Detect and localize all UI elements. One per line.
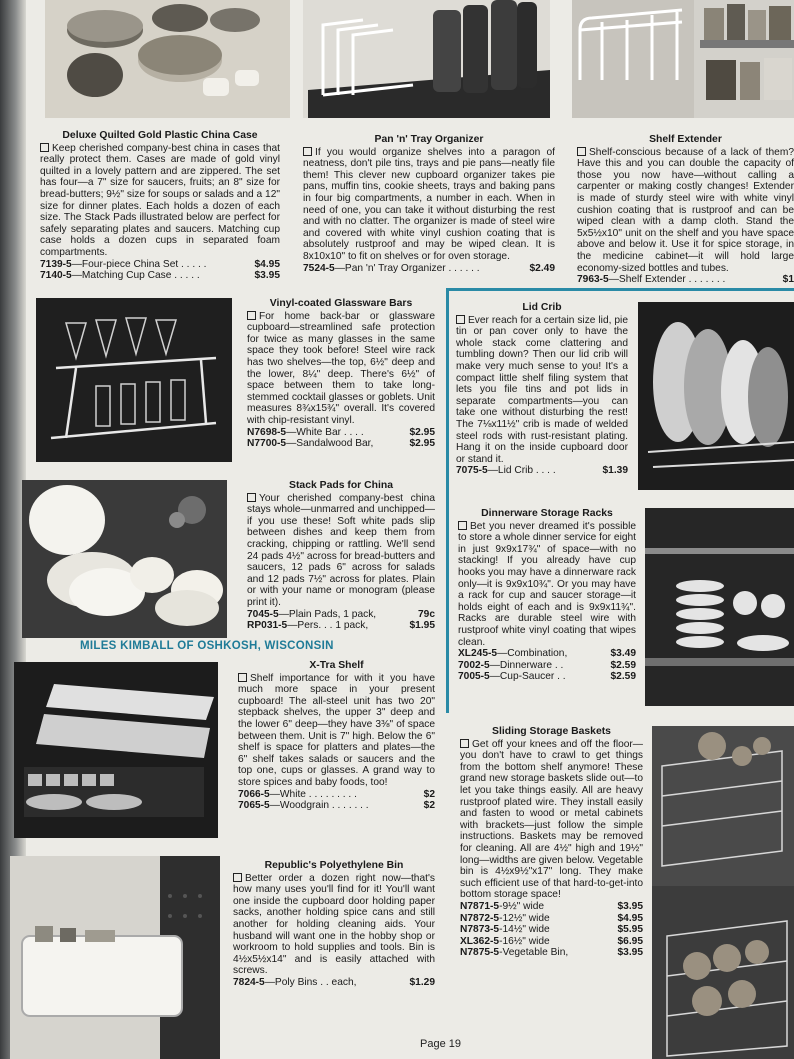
item-dinnerware-racks — [458, 508, 636, 683]
photo-xtra-shelf — [14, 662, 218, 838]
order-checkbox[interactable] — [460, 739, 469, 748]
order-checkbox[interactable] — [247, 493, 256, 502]
sku-row: N7875-5-Vegetable Bin, $3.95 — [460, 947, 643, 959]
page-number: Page 19 — [420, 1038, 461, 1050]
order-checkbox[interactable] — [238, 673, 247, 682]
sku-row: RP031-5—Pers. . . 1 pack, $1.95 — [247, 620, 435, 632]
sku-row: N7871-5-9½" wide $3.95 — [460, 900, 643, 912]
item-description: For home back-bar or glassware cupboard—streamlined safe protection for twice as many glasses in the same space they took before! Steel wire rack has two shelves—the top, 6½" deep and the lower, 8¼" deep. There's 6½" of space between them to take long-stemmed cocktail glasses or goblets. Unit measures 8¾x15¾" overall. It's covered with chip-resistant vinyl. — [247, 310, 435, 426]
company-banner: MILES KIMBALL OF OSHKOSH, WISCONSIN — [80, 640, 334, 652]
item-glassware-bars — [247, 298, 435, 450]
section-divider-horizontal — [446, 288, 794, 291]
photo-china-case — [45, 0, 290, 118]
china-case-illustration — [45, 0, 290, 118]
item-pan-tray — [303, 134, 555, 274]
item-lid-crib — [456, 302, 628, 477]
sliding-baskets-illustration — [652, 726, 794, 1059]
item-title: Sliding Storage Baskets — [492, 726, 611, 737]
dinnerware-racks-illustration — [645, 508, 794, 706]
photo-pan-tray — [303, 0, 550, 118]
item-description: Ever reach for a certain size lid, pie tin or pan cover only to have the whole stack come clattering and tumbling down? Then our lid crib will make very much sense to you! It's a compact little shelf filing system that lets you file tins and pot lids in separate compartments—you can take one without disturbing the rest! The 7⅛x11½" crib is made of welded steel rods with rust-resistant plating. Hang it on the inside cupboard door or stand it. — [456, 314, 628, 465]
sku-row: 7963-5—Shelf Extender . . . . . . . $1 — [577, 274, 794, 286]
photo-lid-crib — [638, 302, 794, 490]
item-sliding-baskets — [460, 726, 643, 959]
item-stack-pads — [247, 480, 435, 632]
photo-dinnerware-racks — [645, 508, 794, 706]
xtra-shelf-illustration — [14, 662, 218, 838]
sku-row: 7139-5—Four-piece China Set . . . . . $4.95 — [40, 258, 280, 270]
order-checkbox[interactable] — [233, 873, 242, 882]
item-description: Better order a dozen right now—that's how many uses you'll find for it! You'll want one inside the cupboard door holding paper sacks, another holding spice cans and still another for holding cleaning aids. Your husband will want one in the hobby shop or workroom to hold supplies and tools. Bin is 4½x5½x14" and is easily attached with screws. — [233, 872, 435, 977]
item-title: Stack Pads for China — [289, 480, 393, 491]
sku-row: 7005-5—Cup-Saucer . . $2.59 — [458, 671, 636, 683]
item-title: Republic's Polyethylene Bin — [264, 860, 404, 871]
sku-row: N7698-5—White Bar . . . . $2.95 — [247, 426, 435, 438]
item-description: If you would organize shelves into a paragon of neatness, don't pile tins, trays and pie pans—neatly file them! This clever new cupboard organizer takes pie pans, muffin tins, cookie sheets, trays and baking pans in four big compartments, a number in each. When in need of one, you can take it without disturbing the rest and with no clatter. The organizer is made of steel wire and covered with white vinyl cushion coating that is absolutely rustproof and may be wiped clean. It is 8x10x10" to fit on shelves or for oven storage. — [303, 146, 555, 262]
order-checkbox[interactable] — [456, 315, 465, 324]
item-title: X-Tra Shelf — [309, 660, 364, 671]
item-poly-bin — [233, 860, 435, 989]
order-checkbox[interactable] — [577, 147, 586, 156]
pan-tray-illustration — [303, 0, 550, 118]
sku-row: N7700-5—Sandalwood Bar, $2.95 — [247, 438, 435, 450]
item-title: Dinnerware Storage Racks — [481, 508, 613, 519]
stack-pads-illustration — [22, 480, 227, 638]
sku-row: 7045-5—Plain Pads, 1 pack, 79c — [247, 608, 435, 620]
item-china-case — [40, 130, 280, 282]
item-description: Bet you never dreamed it's possible to store a whole dinner service for eight in just 9x9x17¾" of space—with no stacking! If you already have cup hooks you may have a dinnerware rack only—it is 9x9x10¾". Or you may have a rack for cup and saucer storage—it holds eight of each and is 9x9x11¾". Racks are durable steel wire with rustproof white vinyl coating that wipes clean. — [458, 520, 636, 648]
order-checkbox[interactable] — [303, 147, 312, 156]
order-checkbox[interactable] — [458, 521, 467, 530]
sku-row: XL362-5-16½" wide $6.95 — [460, 935, 643, 947]
order-checkbox[interactable] — [40, 143, 49, 152]
item-description: Shelf-conscious because of a lack of them? Have this and you can double the capacity of those you now have—without calling a carpenter or making costly changes! Extender is made of sturdy steel wire with white vinyl cushion coating that is rustproof and can be wiped clean with a damp cloth. Stand the 5x5½x10" unit on the shelf and you have space above and below it. Use it for spice storage, in the medicine cabinet—it will hold large economy-sized bottles and tubes. — [577, 146, 794, 274]
item-description: Keep cherished company-best china in cases that really protect them. Cases are made of gold vinyl quilted in a lovely pattern and are zippered. The set has four—a 7" size for saucers, fruits; an 8" size for bread-butters; 9½" size for soups or salads and a 12" size for dinner plates. Each holds a dozen of each size. The Stack Pads illustrated below are perfect for safely separating plates and saucers. Matching cup case holds a dozen cups in separated foam compartments. — [40, 142, 280, 258]
photo-glassware-bars — [36, 298, 232, 462]
item-title: Deluxe Quilted Gold Plastic China Case — [62, 130, 258, 141]
sku-row: 7075-5—Lid Crib . . . . $1.39 — [456, 465, 628, 477]
photo-shelf-extender — [572, 0, 794, 118]
photo-stack-pads — [22, 480, 227, 638]
poly-bin-illustration — [10, 856, 220, 1059]
sku-row: 7824-5—Poly Bins . . each, $1.29 — [233, 976, 435, 988]
item-xtra-shelf — [238, 660, 435, 812]
lid-crib-illustration — [638, 302, 794, 490]
item-description: Get off your knees and off the floor—you don't have to crawl to get things from the bottom shelf anymore! These grand new storage baskets slide out—to let you take things easily. All are heavy rustproof plated wire. They install easily and fasten to wood or metal cabinets with brackets—just follow the simple instructions. Baskets may be removed for cleaning. All are 4½" high and 19½" long—widths are given below. Vegetable bin is 4½x9½"x17" long. They make such efficient use of that hard-to-get-into bottom storage space! — [460, 738, 643, 901]
photo-poly-bin — [10, 856, 220, 1059]
item-title: Pan 'n' Tray Organizer — [374, 134, 484, 145]
sku-row: 7065-5—Woodgrain . . . . . . . $2 — [238, 800, 435, 812]
sku-row: XL245-5—Combination, $3.49 — [458, 648, 636, 660]
sku-row: 7002-5—Dinnerware . . $2.59 — [458, 659, 636, 671]
section-divider-vertical — [446, 288, 449, 713]
sku-row: 7066-5—White . . . . . . . . . $2 — [238, 788, 435, 800]
shelf-extender-illustration — [572, 0, 794, 118]
sku-row: 7524-5—Pan 'n' Tray Organizer . . . . . . $2.49 — [303, 262, 555, 274]
glassware-bars-illustration — [36, 298, 232, 462]
sku-row: 7140-5—Matching Cup Case . . . . . $3.95 — [40, 270, 280, 282]
order-checkbox[interactable] — [247, 311, 256, 320]
item-description: Shelf importance for with it you have much more space in your present cupboard! The all-steel unit has two 20" stepback shelves, the upper 3" deep and the lower 6" deep—they have 3⅜" of space between them. Unit is 7" high. Below the 6" shelf is space for platters and plates—the 6" shelf takes salads or saucers and the top one, cups or glasses. A grand way to store spices and baby foods, too! — [238, 672, 435, 788]
item-title: Lid Crib — [522, 302, 562, 313]
sku-row: N7872-5-12½" wide $4.95 — [460, 912, 643, 924]
item-title: Shelf Extender — [649, 134, 722, 145]
item-description: Your cherished company-best china stays whole—unmarred and unchipped—if you use these! Soft white pads slip between dishes and keep them from cracking, chipping or rattling. We'll send 24 pads 4½" across for bread-butters and saucers, 12 pads 6" across for salads and 12 pads 7½" across for plates. Plain or with your name or monogram (please print it). — [247, 492, 435, 608]
photo-sliding-baskets — [652, 726, 794, 1059]
item-shelf-extender — [577, 134, 794, 286]
sku-row: N7873-5-14½" wide $5.95 — [460, 924, 643, 936]
item-title: Vinyl-coated Glassware Bars — [269, 298, 413, 309]
